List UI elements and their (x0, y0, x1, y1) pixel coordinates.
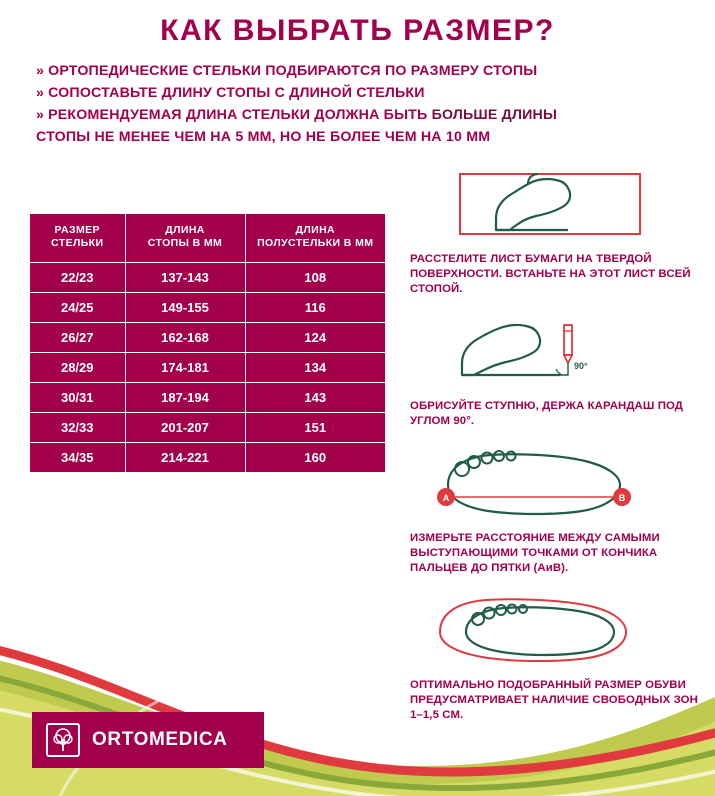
header-line: ПОЛУСТЕЛЬКИ В ММ (257, 237, 374, 249)
step-1-text: РАССТЕЛИТЕ ЛИСТ БУМАГИ НА ТВЕРДОЙ ПОВЕРХНОСТИ. ВСТАНЬТЕ НА ЭТОТ ЛИСТ ВСЕЙ СТОПОЙ. (410, 253, 691, 295)
bullet-text: ОРТОПЕДИЧЕСКИЕ СТЕЛЬКИ ПОДБИРАЮТСЯ ПО РАЗМЕРУ СТОПЫ (48, 63, 538, 79)
table-row (30, 383, 385, 413)
cell-insole-size: 22/23 (30, 263, 125, 293)
table-header-row (30, 214, 385, 263)
bullet-text-part2: СТОПЫ НЕ МЕНЕЕ ЧЕМ НА 5 ММ, НО НЕ БОЛЕЕ ЧЕМ НА 10 ММ (36, 129, 491, 145)
cell-half-insole-length: 116 (245, 293, 385, 323)
chevron-icon: » (36, 107, 45, 123)
cell-foot-length: 162-168 (125, 323, 245, 353)
bullet-item (36, 60, 679, 82)
step-1 (410, 166, 700, 297)
cell-foot-length: 187-194 (125, 383, 245, 413)
cell-insole-size: 32/33 (30, 413, 125, 443)
bullet-text-part1: РЕКОМЕНДУЕМАЯ ДЛИНА СТЕЛЬКИ ДОЛЖНА БЫТЬ (48, 107, 432, 123)
bullet-text: СОПОСТАВЬТЕ ДЛИНУ СТОПЫ С ДЛИНОЙ СТЕЛЬКИ (48, 85, 425, 101)
foot-with-pencil-icon (410, 313, 700, 391)
cell-half-insole-length: 143 (245, 383, 385, 413)
cell-insole-size: 30/31 (30, 383, 125, 413)
cell-half-insole-length: 151 (245, 413, 385, 443)
cell-half-insole-length: 108 (245, 263, 385, 293)
header-line: СТОПЫ В ММ (147, 237, 223, 249)
step-4-text: ОПТИМАЛЬНО ПОДОБРАННЫЙ РАЗМЕР ОБУВИ ПРЕДУСМАТРИВАЕТ НАЛИЧИЕ СВОБОДНЫХ ЗОН 1–1,5 СМ. (410, 679, 698, 721)
brand-name: ORTOMEDICA (92, 729, 228, 750)
table-header-cell (30, 214, 125, 263)
table-row (30, 413, 385, 443)
table-row (30, 323, 385, 353)
step-2-text: ОБРИСУЙТЕ СТУПНЮ, ДЕРЖА КАРАНДАШ ПОД УГЛОМ 90°. (410, 400, 684, 427)
table-row (30, 263, 385, 293)
point-b-label: B (618, 493, 626, 503)
foot-on-paper-icon (410, 166, 700, 244)
cell-foot-length: 149-155 (125, 293, 245, 323)
angle-label-90: 90° (574, 361, 588, 371)
cell-foot-length: 137-143 (125, 263, 245, 293)
cell-insole-size: 24/25 (30, 293, 125, 323)
cell-foot-length: 174-181 (125, 353, 245, 383)
header-line: СТЕЛЬКИ (51, 237, 104, 249)
header-line: РАЗМЕР (54, 224, 100, 236)
tree-icon (46, 723, 80, 757)
cell-foot-length: 201-207 (125, 413, 245, 443)
table-row (30, 353, 385, 383)
bullet-item-highlight (36, 104, 679, 148)
cell-insole-size: 26/27 (30, 323, 125, 353)
cell-half-insole-length: 134 (245, 353, 385, 383)
point-a-label: A (442, 493, 450, 503)
bullet-item (36, 82, 679, 104)
header-line: ДЛИНА (165, 224, 205, 236)
page-title: КАК ВЫБРАТЬ РАЗМЕР? (160, 14, 555, 47)
step-2 (410, 313, 700, 429)
step-3 (410, 445, 700, 576)
step-3-text: ИЗМЕРЬТЕ РАССТОЯНИЕ МЕЖДУ САМЫМИ ВЫСТУПАЮЩИМИ ТОЧКАМИ ОТ КОНЧИКА ПАЛЬЦЕВ ДО ПЯТКИ (АиВ). (410, 532, 660, 574)
table-row (30, 443, 385, 473)
cell-foot-length: 214-221 (125, 443, 245, 473)
cell-half-insole-length: 160 (245, 443, 385, 473)
foot-measure-ab-icon (410, 445, 700, 523)
intro-bullets (0, 60, 715, 148)
cell-half-insole-length: 124 (245, 323, 385, 353)
decorative-swoosh (0, 616, 715, 796)
chevron-icon: » (36, 85, 45, 101)
bullet-text-accent: БОЛЬШЕ ДЛИНЫ (431, 107, 558, 123)
brand-logo[interactable] (32, 712, 264, 768)
header-line: ДЛИНА (295, 224, 336, 236)
cell-insole-size: 28/29 (30, 353, 125, 383)
table-header-cell (245, 214, 385, 263)
cell-insole-size: 34/35 (30, 443, 125, 473)
chevron-icon: » (36, 63, 45, 79)
table-row (30, 293, 385, 323)
table-header-cell (125, 214, 245, 263)
size-table (30, 214, 385, 472)
